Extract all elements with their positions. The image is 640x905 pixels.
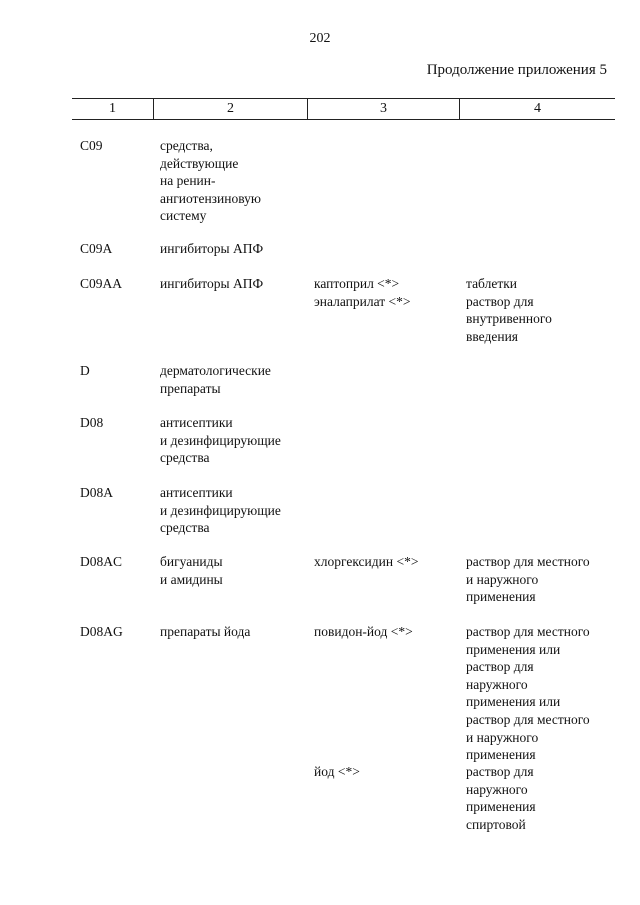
atc-code: D08AC (80, 554, 123, 569)
group-name: ингибиторы АПФ (160, 276, 264, 291)
drug-name: каптоприл <*> эналаприлат <*> (314, 276, 411, 309)
group-name: дерматологические препараты (160, 363, 271, 396)
header-col-3: 3 (308, 99, 460, 119)
atc-code: D (80, 363, 90, 378)
dosage-form: раствор для наружного применения спиртовой (466, 764, 536, 832)
continuation-label: Продолжение приложения 5 (426, 62, 607, 78)
drug-name: хлоргексидин <*> (314, 554, 419, 569)
group-name: антисептики и дезинфицирующие средства (160, 415, 281, 466)
dosage-form: таблетки раствор для внутривенного введения (466, 276, 552, 344)
atc-code: C09A (80, 241, 113, 256)
atc-code: D08A (80, 485, 113, 500)
group-name: бигуаниды и амидины (160, 554, 223, 587)
header-col-4: 4 (534, 101, 541, 116)
header-col-1: 1 (72, 99, 154, 119)
atc-code: D08 (80, 415, 104, 430)
table-header (72, 98, 615, 120)
drug-name: йод <*> (314, 764, 360, 779)
group-name: препараты йода (160, 624, 251, 639)
group-name: антисептики и дезинфицирующие средства (160, 485, 281, 536)
atc-code: C09 (80, 138, 103, 153)
group-name: средства, действующие на ренин- ангиотензиновую систему (160, 138, 261, 224)
page-number: 202 (309, 31, 331, 46)
dosage-form: раствор для местного и наружного применения (466, 554, 590, 605)
dosage-form: раствор для местного применения или раствор для наружного применения или раствор для местного и наружного применения (466, 624, 590, 763)
drug-name: повидон-йод <*> (314, 624, 413, 639)
header-col-2: 2 (154, 99, 308, 119)
atc-code: C09AA (80, 276, 123, 291)
atc-code: D08AG (80, 624, 123, 639)
group-name: ингибиторы АПФ (160, 241, 264, 256)
